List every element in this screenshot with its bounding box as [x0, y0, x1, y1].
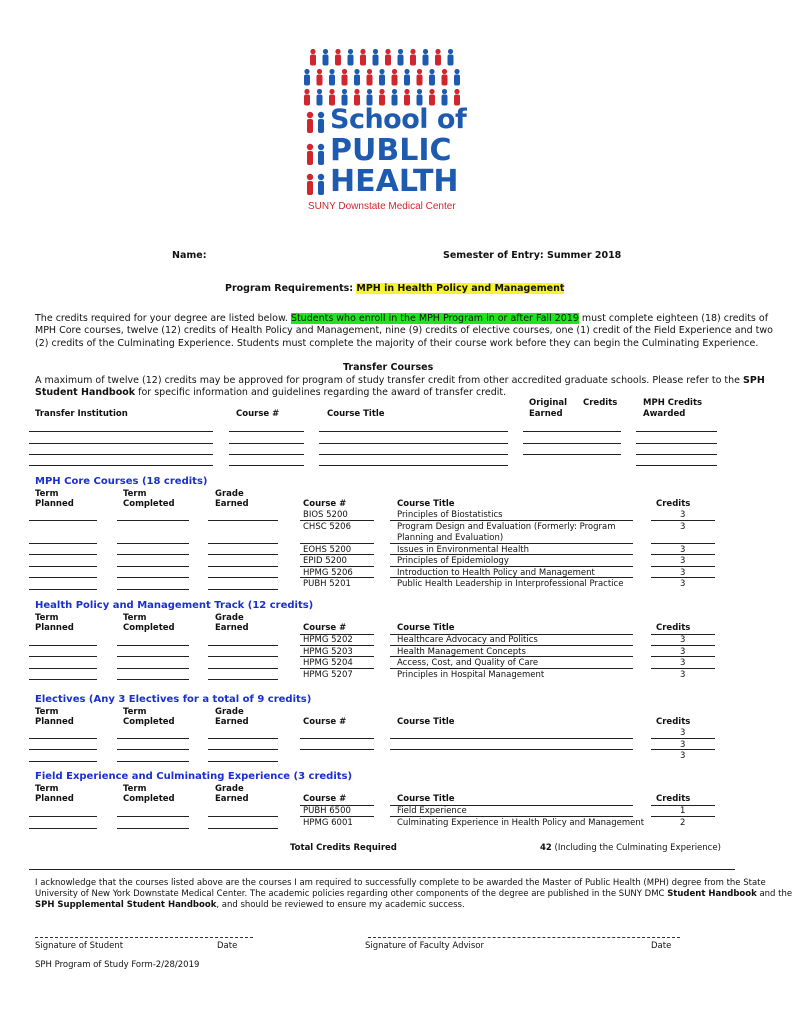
- person-icon: [379, 69, 385, 86]
- field-course-title: Culminating Experience in Health Policy and Management: [397, 818, 645, 828]
- field-course-credits: 1: [680, 806, 686, 816]
- row-divider: [651, 566, 715, 567]
- section-divider: [29, 869, 735, 870]
- person-icon: [367, 69, 373, 86]
- elective-credits: 3: [680, 751, 686, 761]
- faculty-signature-label: Signature of Faculty Advisor: [365, 941, 484, 951]
- col-grade-earned: Earned: [215, 794, 249, 804]
- term-completed-field[interactable]: [117, 679, 189, 680]
- person-icon: [404, 69, 410, 86]
- person-icon: [335, 49, 341, 66]
- track-course-num: HPMG 5204: [303, 658, 353, 668]
- person-icon: [417, 69, 423, 86]
- elective-credits: 3: [680, 740, 686, 750]
- intro-line1: [35, 313, 768, 325]
- person-icon: [342, 89, 348, 106]
- grade-earned-field[interactable]: [208, 761, 278, 762]
- col-grade-earned: Earned: [215, 499, 249, 509]
- person-icon: [454, 89, 460, 106]
- col-course-num: Course #: [303, 794, 347, 804]
- person-icon: [360, 49, 366, 66]
- term-completed-field[interactable]: [117, 761, 189, 762]
- semester-label: Semester of Entry: Summer 2018: [443, 250, 622, 261]
- elective-credits: 3: [680, 728, 686, 738]
- grade-earned-field[interactable]: [208, 554, 278, 555]
- electives-section-title: Electives (Any 3 Electives for a total of 9 credits): [35, 694, 312, 705]
- grade-earned-field[interactable]: [208, 566, 278, 567]
- term-planned-field[interactable]: [29, 520, 97, 521]
- core-course-title: Public Health Leadership in Interprofessional Practice: [397, 579, 624, 589]
- student-date-label: Date: [217, 941, 238, 951]
- core-course-credits: 3: [680, 579, 686, 589]
- person-icon: [304, 89, 310, 106]
- col-planned: Planned: [35, 499, 74, 509]
- person-icon: [410, 49, 416, 66]
- transfer-field[interactable]: [229, 443, 304, 444]
- field-course-credits: 2: [680, 818, 686, 828]
- intro-highlight: Students who enroll in the MPH Program in or after Fall 2019: [290, 313, 579, 324]
- program-prefix: Program Requirements:: [225, 283, 357, 294]
- intro-text-a: The credits required for your degree are listed below.: [35, 313, 291, 324]
- row-divider: [300, 566, 374, 567]
- row-divider: [390, 566, 633, 567]
- col-term: Term: [123, 707, 147, 717]
- col-term: Term: [123, 784, 147, 794]
- person-icon: [435, 49, 441, 66]
- col-course-title: Course Title: [397, 717, 455, 727]
- col-term: Term: [123, 613, 147, 623]
- col-course-num: Course #: [303, 717, 347, 727]
- student-signature-label: Signature of Student: [35, 941, 124, 951]
- row-divider: [651, 816, 715, 817]
- track-course-credits: 3: [680, 658, 686, 668]
- intro-text-b: must complete eighteen (18) credits of: [578, 313, 769, 324]
- col-grade-earned: Earned: [215, 717, 249, 727]
- intro-line2: MPH Core courses, twelve (12) credits of Health Policy and Management, nine (9) credits of elective courses, one (1) credit of the Field Experience and two: [35, 325, 773, 336]
- row-divider: [651, 554, 715, 555]
- col-grade-earned: Earned: [215, 623, 249, 633]
- term-planned-field[interactable]: [29, 589, 97, 590]
- person-icon: [454, 69, 460, 86]
- person-icon: [442, 69, 448, 86]
- program-title: [225, 283, 564, 295]
- term-completed-field[interactable]: [117, 828, 189, 829]
- term-planned-field[interactable]: [29, 566, 97, 567]
- term-completed-field[interactable]: [117, 816, 189, 817]
- core-course-title: Principles of Epidemiology: [397, 556, 509, 566]
- core-section-title: MPH Core Courses (18 credits): [35, 476, 208, 487]
- col-grade: Grade: [215, 613, 244, 623]
- course-title-field[interactable]: [390, 749, 633, 750]
- transfer-field[interactable]: [229, 431, 304, 432]
- track-section-title: Health Policy and Management Track (12 credits): [35, 600, 314, 611]
- core-course-credits: 3: [680, 556, 686, 566]
- person-icon: [329, 69, 335, 86]
- person-icon: [354, 89, 360, 106]
- grade-earned-field[interactable]: [208, 589, 278, 590]
- core-course-credits: 3: [680, 510, 686, 520]
- col-planned: Planned: [35, 717, 74, 727]
- faculty-signature-field[interactable]: [368, 937, 680, 938]
- core-course-title: Principles of Biostatistics: [397, 510, 503, 520]
- transfer-field[interactable]: [523, 454, 621, 455]
- course-title-field[interactable]: [390, 738, 633, 739]
- col-grade: Grade: [215, 784, 244, 794]
- person-icon: [354, 69, 360, 86]
- row-divider: [390, 634, 633, 635]
- name-label: Name:: [172, 250, 207, 261]
- transfer-field[interactable]: [636, 465, 717, 466]
- ack-student-handbook: Student Handbook: [667, 889, 757, 899]
- person-icon: [429, 69, 435, 86]
- col-credits: Credits: [656, 499, 691, 509]
- term-completed-field[interactable]: [117, 749, 189, 750]
- row-divider: [651, 805, 715, 806]
- core-course-title-cont: Planning and Evaluation): [397, 533, 504, 543]
- transfer-line1: [35, 375, 765, 387]
- total-label: Total Credits Required: [290, 843, 397, 853]
- core-course-num: PUBH 5201: [303, 579, 351, 589]
- transfer-field[interactable]: [636, 443, 717, 444]
- col-transfer-course-title: Course Title: [327, 409, 385, 419]
- person-icon: [348, 49, 354, 66]
- total-value: 42: [540, 843, 552, 853]
- row-divider: [300, 554, 374, 555]
- grade-earned-field[interactable]: [208, 668, 278, 669]
- core-course-title: Issues in Environmental Health: [397, 545, 530, 555]
- ack-supplemental-handbook: SPH Supplemental Student Handbook: [35, 900, 217, 910]
- col-transfer-credits: Credits: [583, 398, 618, 408]
- track-course-num: HPMG 5203: [303, 647, 353, 657]
- col-earned: Earned: [529, 409, 563, 419]
- transfer-line2: [35, 387, 506, 399]
- row-divider: [651, 543, 715, 544]
- grade-earned-field[interactable]: [208, 520, 278, 521]
- transfer-field[interactable]: [319, 465, 508, 466]
- term-completed-field[interactable]: [117, 543, 189, 544]
- col-course-title: Course Title: [397, 623, 455, 633]
- transfer-field[interactable]: [319, 443, 508, 444]
- term-planned-field[interactable]: [29, 761, 97, 762]
- core-course-credits: 3: [680, 522, 686, 532]
- row-divider: [390, 645, 633, 646]
- person-icon: [392, 89, 398, 106]
- term-planned-field[interactable]: [29, 668, 97, 669]
- program-name: MPH in Health Policy and Management: [356, 283, 565, 294]
- col-course-num: Course #: [303, 623, 347, 633]
- col-course-title: Course Title: [397, 794, 455, 804]
- person-icon: [423, 49, 429, 66]
- term-completed-field[interactable]: [117, 577, 189, 578]
- core-course-title: Introduction to Health Policy and Management: [397, 568, 595, 578]
- core-course-credits: 3: [680, 568, 686, 578]
- row-divider: [651, 577, 715, 578]
- transfer-field[interactable]: [229, 465, 304, 466]
- col-completed: Completed: [123, 717, 175, 727]
- person-icon: [392, 69, 398, 86]
- transfer-text-a: A maximum of twelve (12) credits may be approved for program of study transfer credit from other accredited graduate schools. Please refer to the: [35, 375, 744, 386]
- transfer-text-sph: SPH: [743, 375, 765, 386]
- core-course-title: Program Design and Evaluation (Formerly: Program: [397, 522, 616, 532]
- person-icon: [385, 49, 391, 66]
- grade-earned-field[interactable]: [208, 816, 278, 817]
- field-course-title: Field Experience: [397, 806, 467, 816]
- ack-text: and the: [756, 889, 792, 899]
- term-planned-field[interactable]: [29, 656, 97, 657]
- row-divider: [300, 520, 374, 521]
- school-logo: [300, 45, 470, 215]
- term-planned-field[interactable]: [29, 738, 97, 739]
- col-term: Term: [35, 707, 59, 717]
- total-note: (Including the Culminating Experience): [551, 843, 721, 853]
- col-course-title: Course Title: [397, 499, 455, 509]
- person-icon: [317, 69, 323, 86]
- core-course-num: HPMG 5206: [303, 568, 353, 578]
- col-transfer-course-num: Course #: [236, 409, 280, 419]
- grade-earned-field[interactable]: [208, 749, 278, 750]
- row-divider: [300, 816, 374, 817]
- col-course-num: Course #: [303, 499, 347, 509]
- person-icon: [379, 89, 385, 106]
- row-divider: [390, 520, 633, 521]
- col-awarded: Awarded: [643, 409, 686, 419]
- col-credits: Credits: [656, 623, 691, 633]
- course-num-field[interactable]: [300, 738, 374, 739]
- row-divider: [390, 543, 633, 544]
- col-term: Term: [35, 613, 59, 623]
- core-course-num: CHSC 5206: [303, 522, 351, 532]
- person-icon: [304, 69, 310, 86]
- col-term-completed-1: Term: [123, 489, 147, 499]
- ack-line2: [35, 889, 792, 901]
- transfer-field[interactable]: [319, 431, 508, 432]
- transfer-field[interactable]: [29, 465, 213, 466]
- grade-earned-field[interactable]: [208, 645, 278, 646]
- transfer-field[interactable]: [229, 454, 304, 455]
- core-course-num: EOHS 5200: [303, 545, 352, 555]
- row-divider: [651, 656, 715, 657]
- credits-field: [651, 738, 715, 739]
- col-credits: Credits: [656, 794, 691, 804]
- track-course-title: Access, Cost, and Quality of Care: [397, 658, 539, 668]
- col-grade: Grade: [215, 489, 244, 499]
- person-icon: [323, 49, 329, 66]
- transfer-field[interactable]: [29, 431, 213, 432]
- term-completed-field[interactable]: [117, 656, 189, 657]
- row-divider: [300, 668, 374, 669]
- grade-earned-field[interactable]: [208, 738, 278, 739]
- logo-side-people-icon: [304, 111, 330, 211]
- logo-sub: SUNY Downstate Medical Center: [308, 201, 456, 212]
- track-course-title: Health Management Concepts: [397, 647, 526, 657]
- person-icon: [367, 89, 373, 106]
- row-divider: [390, 554, 633, 555]
- person-icon: [329, 89, 335, 106]
- person-icon: [442, 89, 448, 106]
- col-completed: Completed: [123, 623, 175, 633]
- core-course-num: BIOS 5200: [303, 510, 348, 520]
- term-completed-field[interactable]: [117, 738, 189, 739]
- row-divider: [651, 520, 715, 521]
- row-divider: [300, 805, 374, 806]
- grade-earned-field[interactable]: [208, 828, 278, 829]
- col-term-planned-1: Term: [35, 489, 59, 499]
- person-icon: [310, 49, 316, 66]
- track-course-credits: 3: [680, 647, 686, 657]
- grade-earned-field[interactable]: [208, 577, 278, 578]
- row-divider: [651, 668, 715, 669]
- row-divider: [651, 634, 715, 635]
- track-course-credits: 3: [680, 635, 686, 645]
- col-term: Term: [35, 784, 59, 794]
- transfer-field[interactable]: [636, 454, 717, 455]
- footer-form-id: SPH Program of Study Form-2/28/2019: [35, 960, 200, 970]
- term-completed-field[interactable]: [117, 668, 189, 669]
- term-completed-field[interactable]: [117, 645, 189, 646]
- ack-line3: [35, 900, 465, 912]
- term-completed-field[interactable]: [117, 589, 189, 590]
- person-icon: [404, 89, 410, 106]
- term-planned-field[interactable]: [29, 543, 97, 544]
- credits-field: [651, 749, 715, 750]
- col-grade: Grade: [215, 707, 244, 717]
- track-course-credits: 3: [680, 670, 686, 680]
- track-course-num: HPMG 5202: [303, 635, 353, 645]
- ack-line1: I acknowledge that the courses listed above are the courses I am required to successfully complete to be awarded the Master of Public Health (MPH) degree from the State: [35, 878, 766, 888]
- person-icon: [398, 49, 404, 66]
- row-divider: [300, 645, 374, 646]
- col-planned: Planned: [35, 623, 74, 633]
- col-original: Original: [529, 398, 568, 408]
- term-completed-field[interactable]: [117, 554, 189, 555]
- row-divider: [300, 543, 374, 544]
- row-divider: [390, 805, 633, 806]
- core-course-num: EPID 5200: [303, 556, 347, 566]
- term-planned-field[interactable]: [29, 816, 97, 817]
- term-planned-field[interactable]: [29, 749, 97, 750]
- row-divider: [390, 656, 633, 657]
- field-section-title: Field Experience and Culminating Experience (3 credits): [35, 771, 353, 782]
- student-signature-field[interactable]: [35, 937, 253, 938]
- term-planned-field[interactable]: [29, 679, 97, 680]
- transfer-field[interactable]: [29, 454, 213, 455]
- term-planned-field[interactable]: [29, 828, 97, 829]
- faculty-date-label: Date: [651, 941, 672, 951]
- col-completed: Completed: [123, 499, 175, 509]
- logo-line3: HEALTH: [330, 164, 459, 199]
- row-divider: [300, 656, 374, 657]
- ack-text: , and should be reviewed to ensure my academic success.: [216, 900, 465, 910]
- col-completed: Completed: [123, 794, 175, 804]
- col-credits: Credits: [656, 717, 691, 727]
- person-icon: [317, 89, 323, 106]
- row-divider: [390, 816, 633, 817]
- logo-line2: PUBLIC: [330, 133, 452, 168]
- person-icon: [342, 69, 348, 86]
- person-icon: [448, 49, 454, 66]
- col-transfer-institution: Transfer Institution: [35, 409, 128, 419]
- row-divider: [390, 577, 633, 578]
- transfer-field[interactable]: [29, 443, 213, 444]
- row-divider: [390, 668, 633, 669]
- track-course-num: HPMG 5207: [303, 670, 353, 680]
- grade-earned-field[interactable]: [208, 543, 278, 544]
- transfer-field[interactable]: [523, 443, 621, 444]
- person-icon: [429, 89, 435, 106]
- track-course-title: Principles in Hospital Management: [397, 670, 545, 680]
- term-planned-field[interactable]: [29, 645, 97, 646]
- transfer-title: Transfer Courses: [343, 362, 434, 373]
- person-icon: [373, 49, 379, 66]
- field-course-num: HPMG 6001: [303, 818, 353, 828]
- row-divider: [651, 645, 715, 646]
- row-divider: [300, 634, 374, 635]
- term-completed-field[interactable]: [117, 566, 189, 567]
- transfer-field[interactable]: [319, 454, 508, 455]
- field-course-num: PUBH 6500: [303, 806, 351, 816]
- logo-line1: School of: [330, 104, 467, 135]
- transfer-field[interactable]: [523, 431, 621, 432]
- transfer-text-b: for specific information and guidelines regarding the award of transfer credit.: [135, 387, 507, 398]
- intro-line3: (2) credits of the Culminating Experience. Students must complete the majority of their course work before they can begin the Culminating Experience.: [35, 338, 759, 349]
- term-planned-field[interactable]: [29, 577, 97, 578]
- grade-earned-field[interactable]: [208, 679, 278, 680]
- transfer-field[interactable]: [636, 431, 717, 432]
- col-planned: Planned: [35, 794, 74, 804]
- transfer-handbook: Student Handbook: [35, 387, 136, 398]
- course-num-field[interactable]: [300, 749, 374, 750]
- ack-text: University of New York Downstate Medical Center. The academic policies regarding other components of the degree are published in the SUNY DMC: [35, 889, 668, 899]
- term-completed-field[interactable]: [117, 520, 189, 521]
- track-course-title: Healthcare Advocacy and Politics: [397, 635, 538, 645]
- core-course-credits: 3: [680, 545, 686, 555]
- row-divider: [300, 577, 374, 578]
- person-icon: [417, 89, 423, 106]
- total-value-line: [540, 843, 721, 855]
- col-mph-credits: MPH Credits: [643, 398, 703, 408]
- grade-earned-field[interactable]: [208, 656, 278, 657]
- term-planned-field[interactable]: [29, 554, 97, 555]
